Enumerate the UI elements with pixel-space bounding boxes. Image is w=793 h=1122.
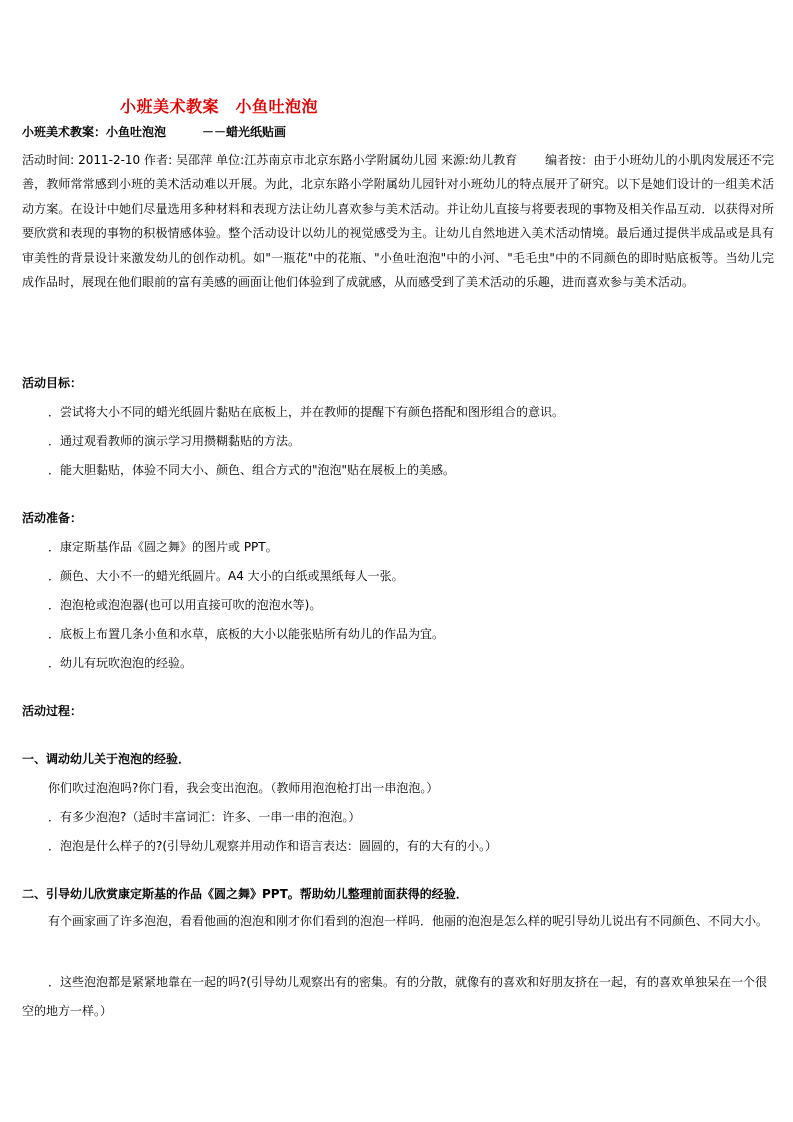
goal-item: ．能大胆黏贴，体验不同大小、颜色、组合方式的"泡泡"贴在展板上的美感。 — [48, 463, 456, 477]
prep-item: ．泡泡枪或泡泡器(也可以用直接可吹的泡泡水等)。 — [48, 598, 322, 612]
subtitle: 小班美术教案：小鱼吐泡泡 －－蜡光纸贴画 — [22, 125, 287, 139]
intro-paragraph: 活动时间: 2011-2-10 作者: 吴邵萍 单位:江苏南京市北京东路小学附属幼儿园 来源:幼儿教育 编者按：由于小班幼儿的小肌肉发展还不完善，教师常常感到小班的美术活动难以开展。为此，北京东路小学附属幼儿园针对小班幼儿的特点展开了研究。以下是她们设计的一组美术活动方案。在设计中她们尽量选用多种材料和表现方法让幼儿喜欢参与美术活动。并让幼儿直接与将要表现的事物及相关作品互动．以获得对所要欣赏和表现的事物的积极情感体验。整个活动设计以幼儿的视觉感受为主。让幼儿自然地进入美术活动情境。最后通过提供半成品或是具有审美性的背景设计来激发幼儿的创作动机。如"一瓶花"中的花瓶、"小鱼吐泡泡"中的小河、"毛毛虫"中的不同颜色的即时贴底板等。当幼儿完成作品时，展现在他们眼前的富有美感的画面让他们体验到了成就感，从而感受到了美术活动的乐趣，进而喜欢参与美术活动。 — [22, 153, 774, 290]
step1-line: ．有多少泡泡?（适时丰富词汇：许多、一串一串的泡泡。） — [48, 810, 361, 824]
step1-line: 你们吹过泡泡吗?你门看，我会变出泡泡。（教师用泡泡枪打出一串泡泡。） — [48, 781, 439, 795]
step1-line: ．泡泡是什么样子的?(引导幼儿观察并用动作和语言表达：圆圆的，有的大有的小。） — [48, 839, 498, 853]
step2-paragraph: 有个画家画了许多泡泡，看看他画的泡泡和刚才你们看到的泡泡一样吗．他丽的泡泡是怎么样的呢引导幼儿说出有不同颜色、不同大小。 — [48, 914, 769, 928]
page-title: 小班美术教案 小鱼吐泡泡 — [120, 97, 319, 116]
goals-heading: 活动目标： — [22, 376, 83, 390]
prep-heading: 活动准备： — [22, 511, 83, 525]
step2-heading: 二、引导幼儿欣赏康定斯基的作品《圆之舞》PPT。帮助幼儿整理前面获得的经验． — [22, 887, 468, 901]
prep-item: ．底板上布置几条小鱼和水草，底板的大小以能张贴所有幼儿的作品为宜。 — [48, 627, 445, 641]
goal-item: ．尝试将大小不同的蜡光纸圆片黏贴在底板上，并在教师的提醒下有颜色搭配和图形组合的意识。 — [48, 405, 565, 419]
prep-item: ．颜色、大小不一的蜡光纸圆片。A4 大小的白纸或黑纸每人一张。 — [48, 569, 404, 583]
goal-item: ．通过观看教师的演示学习用攒糊黏贴的方法。 — [48, 434, 301, 448]
step2-paragraph: ．这些泡泡都是紧紧地靠在一起的吗?(引导幼儿观察出有的密集。有的分散，就像有的喜欢和好朋友挤在一起，有的喜欢单独呆在一个很空的地方一样。） — [22, 975, 768, 1018]
prep-item: ．康定斯基作品《圆之舞》的图片或 PPT。 — [48, 540, 278, 554]
step1-heading: 一、调动幼儿关于泡泡的经验． — [22, 752, 191, 766]
process-heading: 活动过程： — [22, 704, 83, 718]
prep-item: ．幼儿有玩吹泡泡的经验。 — [48, 656, 193, 670]
